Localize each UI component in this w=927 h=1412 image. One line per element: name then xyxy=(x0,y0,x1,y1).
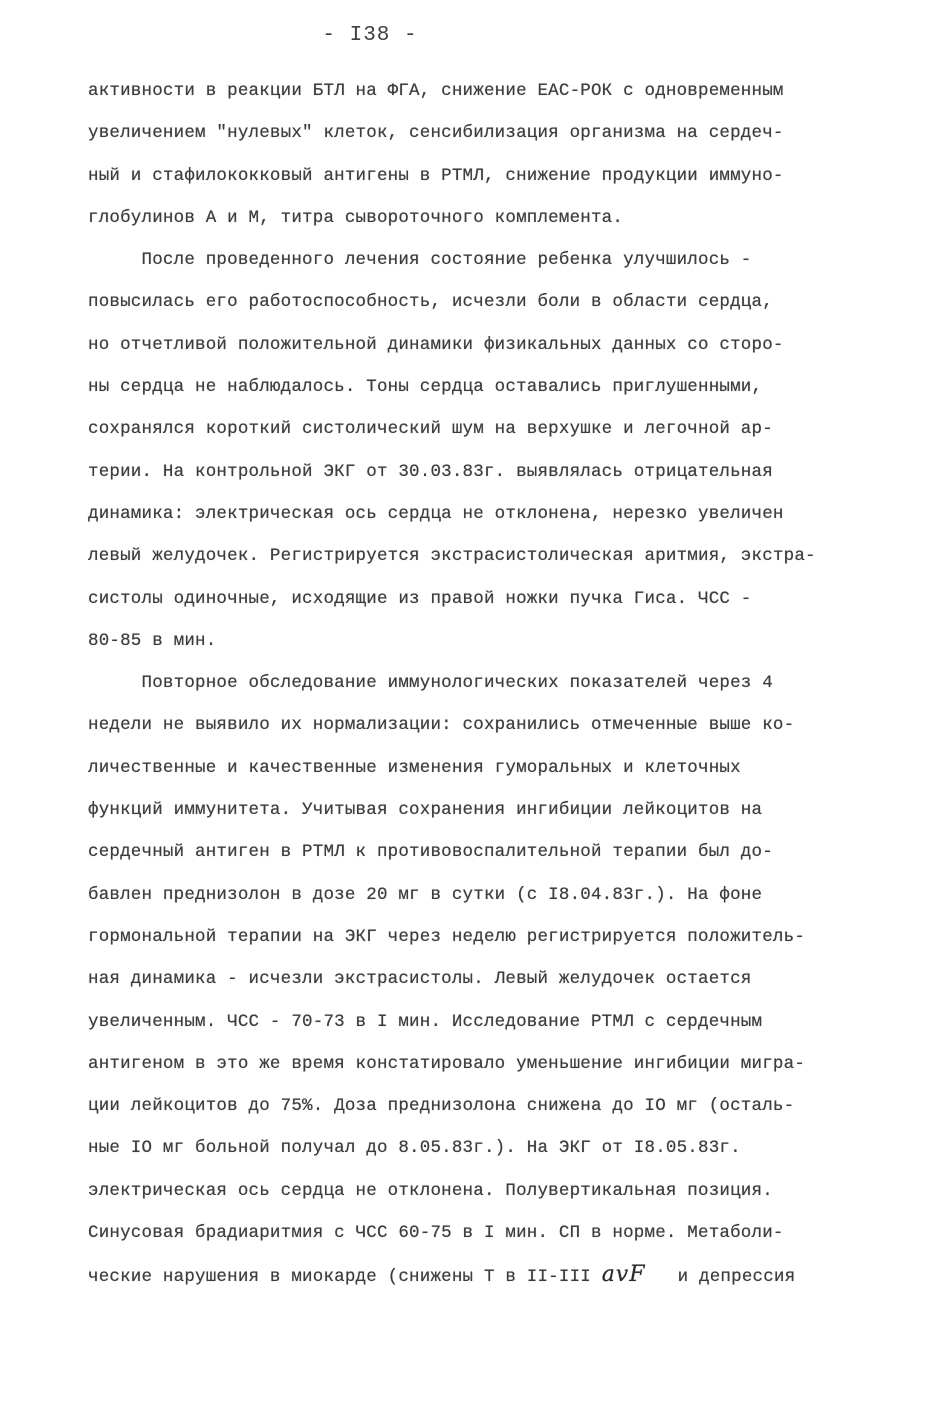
text-line: систолы одиночные, исходящие из правой ножки пучка Гиса. ЧСС - xyxy=(88,588,752,609)
text-line: ны сердца не наблюдалось. Тоны сердца оставались приглушенными, xyxy=(88,377,763,398)
text-line: повысилась его работоспособность, исчезли боли в области сердца, xyxy=(88,292,773,313)
text-line: 80-85 в мин. xyxy=(88,630,217,651)
text-line: глобулинов А и М, титра сывороточного комплемента. xyxy=(88,207,624,228)
text-line: сохранялся короткий систолический шум на верхушке и легочной ар- xyxy=(88,419,773,440)
text-line: ции лейкоцитов до 75%. Доза преднизолона снижена до IO мг (осталь- xyxy=(88,1096,795,1117)
last-line-end: и депрессия xyxy=(645,1267,796,1288)
body-text xyxy=(88,70,908,1297)
handwritten-insert: avF xyxy=(601,1262,646,1288)
text-line: динамика: электрическая ось сердца не отклонена, нерезко увеличен xyxy=(88,503,784,524)
text-line: Синусовая брадиаритмия с ЧСС 60-75 в I мин. СП в норме. Метаболи- xyxy=(88,1223,784,1244)
text-line: но отчетливой положительной динамики физикальных данных со сторо- xyxy=(88,334,784,355)
text-line: После проведенного лечения состояние ребенка улучшилось - xyxy=(88,250,752,271)
page-number: - I38 - xyxy=(322,24,418,47)
text-line: ный и стафилококковый антигены в РТМЛ, снижение продукции иммуно- xyxy=(88,165,784,186)
last-line-start: ческие нарушения в миокарде (снижены Т в II-III xyxy=(88,1267,602,1288)
text-line: левый желудочек. Регистрируется экстрасистолическая аритмия, экстра- xyxy=(88,546,816,567)
text-line: электрическая ось сердца не отклонена. Полувертикальная позиция. xyxy=(88,1180,773,1201)
text-line: Повторное обследование иммунологических показателей через 4 xyxy=(88,673,773,694)
text-line: сердечный антиген в РТМЛ к противовоспалительной терапии был до- xyxy=(88,842,773,863)
text-line: функций иммунитета. Учитывая сохранения ингибиции лейкоцитов на xyxy=(88,800,763,821)
text-line: ная динамика - исчезли экстрасистолы. Левый желудочек остается xyxy=(88,969,752,990)
text-line: активности в реакции БТЛ на ФГА, снижение ЕАС-РОК с одновременным xyxy=(88,81,784,101)
text-line: увеличением "нулевых" клеток, сенсибилизация организма на сердеч- xyxy=(88,123,784,144)
text-line: антигеном в это же время констатировало уменьшение ингибиции мигра- xyxy=(88,1053,806,1074)
text-line: терии. На контрольной ЭКГ от 30.03.83г. выявлялась отрицательная xyxy=(88,461,773,482)
text-line: гормональной терапии на ЭКГ через неделю регистрируется положитель- xyxy=(88,926,806,947)
text-line: бавлен преднизолон в дозе 20 мг в сутки (с I8.04.83г.). На фоне xyxy=(88,884,763,905)
text-line: недели не выявило их нормализации: сохранились отмеченные выше ко- xyxy=(88,715,795,736)
text-line-last xyxy=(88,1254,908,1296)
text-line: ные IO мг больной получал до 8.05.83г.). На ЭКГ от I8.05.83г. xyxy=(88,1138,741,1159)
text-line: увеличенным. ЧСС - 70-73 в I мин. Исследование РТМЛ с сердечным xyxy=(88,1011,763,1032)
text-line: личественные и качественные изменения гуморальных и клеточных xyxy=(88,757,741,778)
